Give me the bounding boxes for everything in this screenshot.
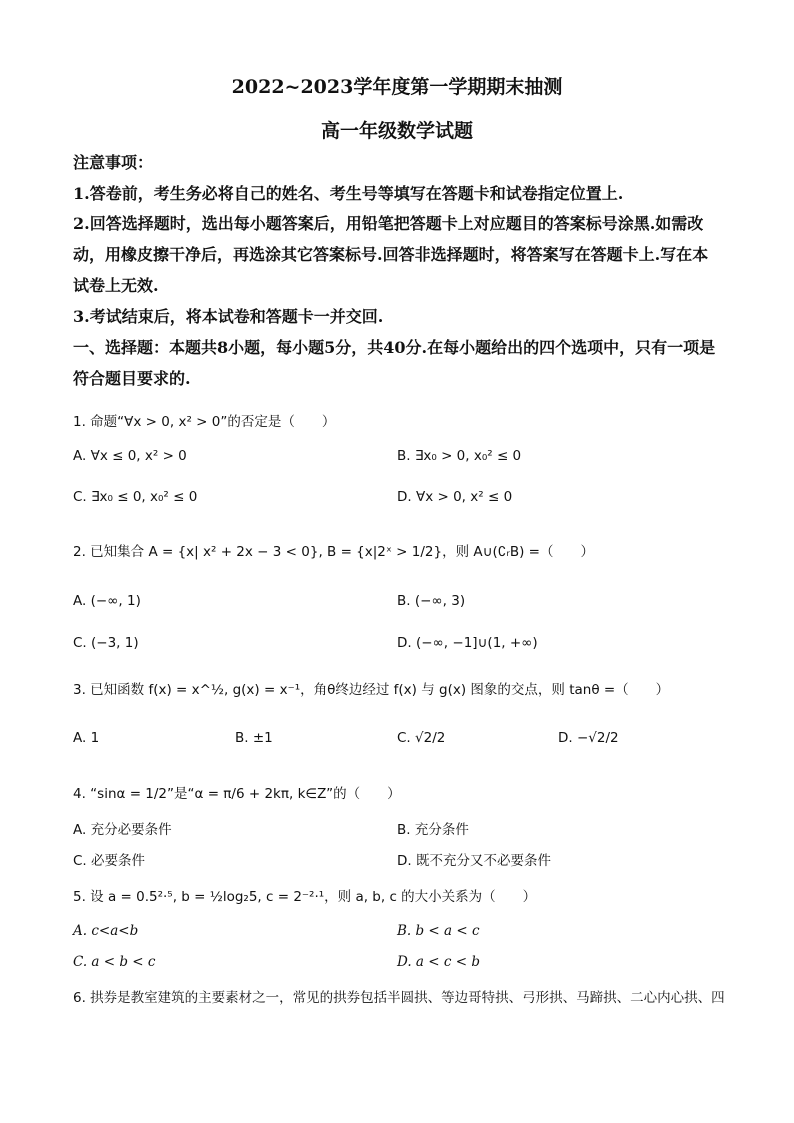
question-3-option-d: D. −√2/2 <box>558 730 619 746</box>
note-2-line-3: 试卷上无效. <box>73 276 159 295</box>
question-5-option-c: C. a < b < c <box>73 954 156 970</box>
notes-heading: 注意事项： <box>73 153 154 172</box>
question-3-option-a: A. 1 <box>73 730 100 746</box>
question-1-stem: 1. 命题“∀x > 0, x² > 0”的否定是（ ） <box>73 414 336 430</box>
question-4-option-c: C. 必要条件 <box>73 853 146 869</box>
question-3-option-c: C. √2/2 <box>397 730 446 746</box>
question-4-option-d: D. 既不充分又不必要条件 <box>397 853 551 869</box>
exam-title: 2022~2023学年度第一学期期末抽测 <box>231 76 563 98</box>
question-2-option-c: C. (−3, 1) <box>73 635 139 651</box>
note-2-line-1: 2.回答选择题时，选出每小题答案后，用铅笔把答题卡上对应题目的答案标号涂黑.如需改 <box>73 214 704 233</box>
question-4-stem: 4. “sinα = 1/2”是“α = π/6 + 2kπ, k∈Z”的（ ） <box>73 786 401 802</box>
note-2-line-2: 动，用橡皮擦干净后，再选涂其它答案标号.回答非选择题时，将答案写在答题卡上.写在本 <box>73 245 709 264</box>
question-2-option-b: B. (−∞, 3) <box>397 593 466 609</box>
section-1-line-1: 一、选择题：本题共8小题，每小题5分，共40分.在每小题给出的四个选项中，只有一项是 <box>73 338 716 357</box>
question-2-stem: 2. 已知集合 A = {x| x² + 2x − 3 < 0}, B = {x|2ˣ > 1/2}，则 A∪(∁ᵣB) =（ ） <box>73 544 594 560</box>
question-6-stem: 6. 拱券是教室建筑的主要素材之一，常见的拱券包括半圆拱、等边哥特拱、弓形拱、马蹄拱、二心内心拱、四 <box>73 990 725 1006</box>
question-5-option-a: A. c<a<b <box>73 923 139 939</box>
question-1-option-c: C. ∃x₀ ≤ 0, x₀² ≤ 0 <box>73 489 198 505</box>
note-3: 3.考试结束后，将本试卷和答题卡一并交回. <box>73 307 384 326</box>
question-4-option-b: B. 充分条件 <box>397 822 469 838</box>
note-1: 1.答卷前，考生务必将自己的姓名、考生号等填写在答题卡和试卷指定位置上. <box>73 184 624 203</box>
question-5-option-b: B. b < a < c <box>397 923 480 939</box>
section-1-line-2: 符合题目要求的. <box>73 369 191 388</box>
question-1-option-b: B. ∃x₀ > 0, x₀² ≤ 0 <box>397 448 522 464</box>
question-4-option-a: A. 充分必要条件 <box>73 822 172 838</box>
question-1-option-d: D. ∀x > 0, x² ≤ 0 <box>397 489 513 505</box>
question-1-option-a: A. ∀x ≤ 0, x² > 0 <box>73 448 187 464</box>
question-3-stem: 3. 已知函数 f(x) = x^½, g(x) = x⁻¹，角θ终边经过 f(x) 与 g(x) 图象的交点，则 tanθ =（ ） <box>73 682 670 698</box>
question-2-option-d: D. (−∞, −1]∪(1, +∞) <box>397 635 538 651</box>
exam-subtitle: 高一年级数学试题 <box>320 120 473 142</box>
question-2-option-a: A. (−∞, 1) <box>73 593 141 609</box>
question-3-option-b: B. ±1 <box>235 730 273 746</box>
question-5-option-d: D. a < c < b <box>397 954 480 970</box>
question-5-stem: 5. 设 a = 0.5²·⁵, b = ½log₂5, c = 2⁻²·¹，则 a, b, c 的大小关系为（ ） <box>73 889 537 905</box>
